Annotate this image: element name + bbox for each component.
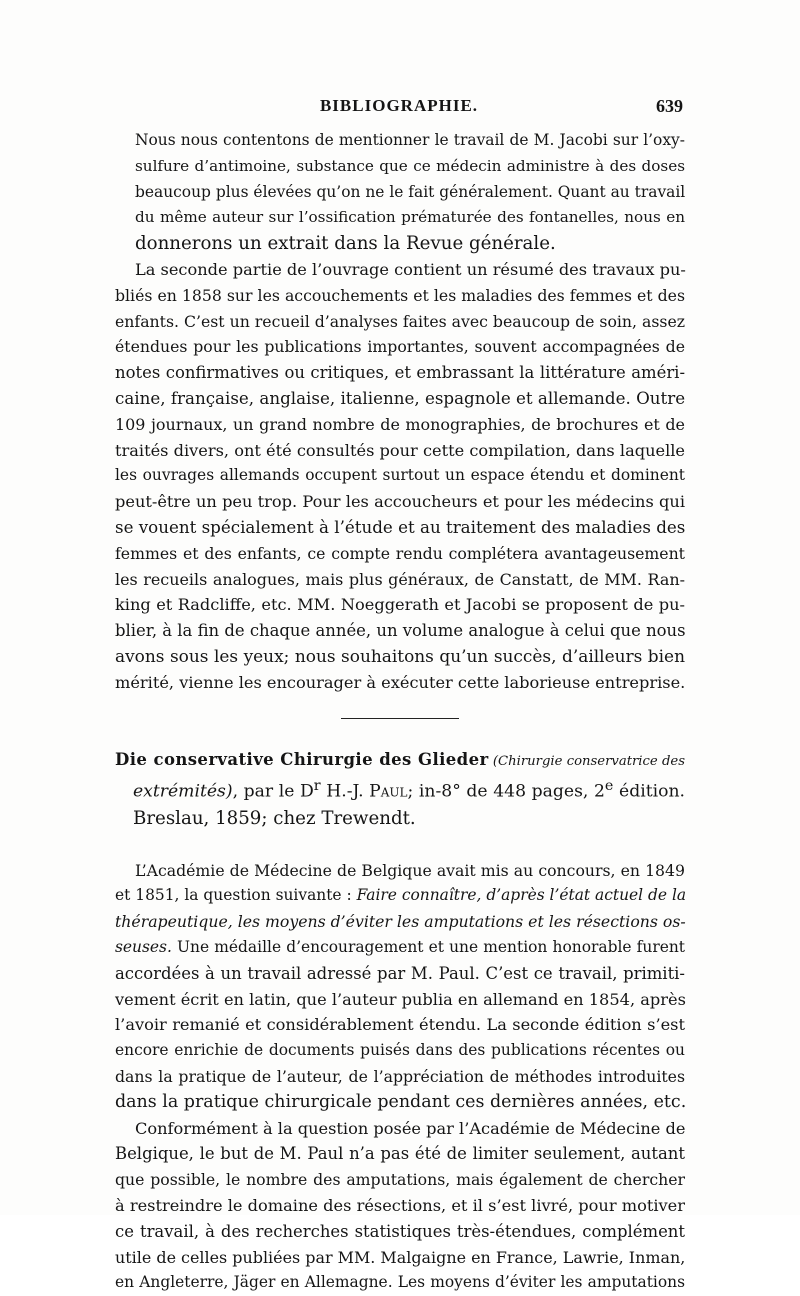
publisher-line: Breslau, 1859; chez Trewendt. [133,807,416,829]
text-line: étendues pour les publications importantes, souvent accompagnées de [115,337,685,357]
text-line: avons sous les yeux; nous souhaitons qu’un succès, d’ailleurs bien [115,645,685,666]
book-notice-heading [115,747,685,832]
edition-word: édition. [613,782,685,803]
text-line: Belgique, le but de M. Paul n’a pas été de limiter seulement, autant [115,1144,685,1164]
edition-superscript: e [604,778,614,795]
text-line: peut-être un peu trop. Pour les accoucheurs et pour les médecins qui [115,492,685,512]
section-divider [341,718,459,719]
question-title: thérapeutique, les moyens d’éviter les amputations et les résections os- [115,912,686,932]
text-line [115,883,685,909]
text-line: se vouent spécialement à l’étude et au traitement des maladies des [115,516,686,537]
text-line: mérité, vienne les encourager à exécuter cette laborieuse entreprise. [115,672,686,692]
question-title-end: seuses. [115,938,172,957]
running-title: BIBLIOGRAPHIE. [319,96,479,115]
text-line: femmes et des enfants, ce compte rendu complétera avantageusement [115,543,685,563]
text-line: en Angleterre, Jäger en Allemagne. Les moyens d’éviter les amputations [115,1273,685,1292]
text-run: et 1851, la question suivante : [115,886,357,905]
text-line: 109 journaux, un grand nombre de monographies, de brochures et de [115,414,685,434]
book-title-translation: (Chirurgie conservatrice des [492,753,685,769]
text-line: vement écrit en latin, que l’auteur publia en allemand en 1854, après [115,989,686,1009]
text-line: du même auteur sur l’ossification prématurée des fontanelles, nous en [135,208,685,227]
text-line: donnerons un extrait dans la Revue générale. [135,233,556,255]
text-line: Nous nous contentons de mentionner le travail de M. Jacobi sur l’oxy- [135,131,685,149]
text-line [115,774,685,806]
text-line: utile de celles publiées par MM. Malgaigne en France, Lawrie, Inman, [115,1247,686,1267]
text-line: encore enrichie de documents puisés dans des publications récentes ou [115,1041,685,1060]
book-title-translation-end: extrémités) [133,782,233,803]
author-prefix: , par le D [232,782,314,803]
text-line: ce travail, à des recherches statistiques très-étendues, complément [115,1221,685,1241]
text-line: caine, française, anglaise, italienne, espagnole et allemande. Outre [115,387,686,408]
text-line: enfants. C’est un recueil d’analyses faites avec beaucoup de soin, assez [115,311,685,331]
dr-superscript: r [313,778,321,795]
text-line: king et Radcliffe, etc. MM. Noeggerath et Jacobi se proposent de pu- [115,595,685,615]
text-line: La seconde partie de l’ouvrage contient un résumé des travaux pu- [135,259,686,279]
text-line: l’avoir remanié et considérablement étendu. La seconde édition s’est [115,1015,685,1035]
book-format: ; in-8° de 448 pages, 2 [407,782,605,803]
author-surname: Paul [369,782,408,803]
question-title: Faire connaître, d’après l’état actuel de la [356,886,687,905]
text-line: bliés en 1858 sur les accouchements et les maladies des femmes et des [115,285,685,305]
text-line: Conformément à la question posée par l’Académie de Médecine de [135,1118,686,1138]
text-line: à restreindre le domaine des résections, et il s’est livré, pour motiver [115,1196,685,1216]
text-line: blier, à la fin de chaque année, un volume analogue à celui que nous [115,621,686,641]
paragraph-academie [115,858,685,1116]
text-line [115,747,685,775]
page-number: 639 [656,96,683,116]
body-text [115,128,685,1296]
text-line: beaucoup plus élevées qu’on ne le fait généralement. Quant au travail [135,182,686,201]
text-line: les ouvrages allemands occupent surtout un espace étendu et dominent [115,466,685,485]
paragraph-conformement [115,1116,685,1296]
running-head [115,96,683,122]
text-line: L’Académie de Médecine de Belgique avait mis au concours, en 1849 [135,860,685,880]
spacer [115,832,685,858]
text-line: dans la pratique chirurgicale pendant ces dernières années, etc. [115,1091,687,1112]
author-initials: H.-J. [320,782,370,803]
paragraph-second-part [115,257,685,696]
text-run: Une médaille d’encouragement et une mention honorable furent [171,938,685,957]
paragraph-jacobi [115,128,685,257]
text-line: accordées à un travail adressé par M. Paul. C’est ce travail, primiti- [115,963,685,983]
text-line: notes confirmatives ou critiques, et embrassant la littérature améri- [115,363,685,383]
book-title-german: Die conservative Chirurgie des Glieder [115,749,489,769]
text-line: sulfure d’antimoine, substance que ce médecin administre à des doses [135,156,685,175]
text-line: que possible, le nombre des amputations, mais également de chercher [115,1170,685,1190]
text-line: dans la pratique de l’auteur, de l’appréciation de méthodes introduites [115,1067,685,1087]
text-line: traités divers, ont été consultés pour cette compilation, dans laquelle [115,440,686,460]
text-line [115,935,685,961]
text-line: les recueils analogues, mais plus généraux, de Canstatt, de MM. Ran- [115,569,685,589]
